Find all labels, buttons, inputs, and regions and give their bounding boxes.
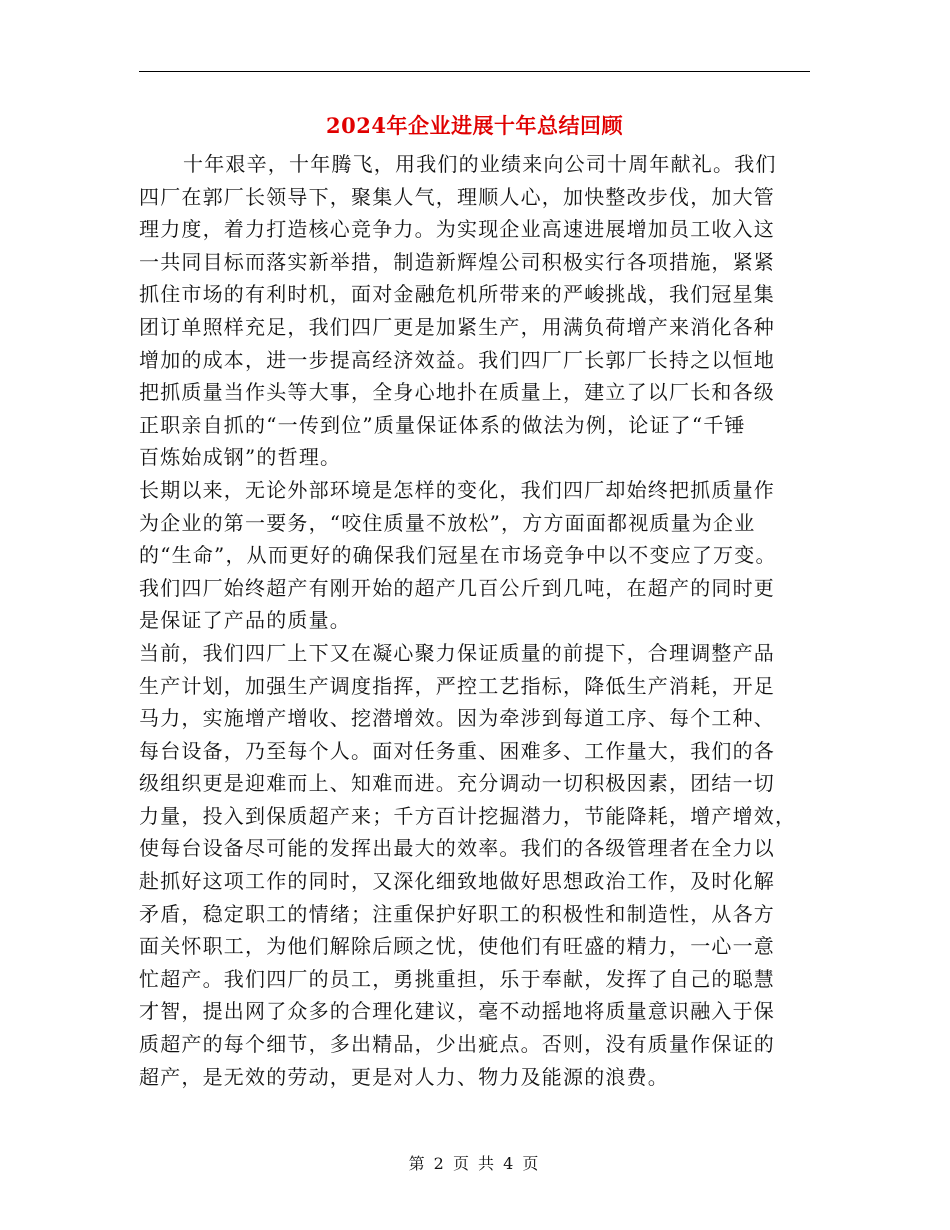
document-body bbox=[139, 148, 810, 1093]
header-rule bbox=[139, 71, 810, 72]
body-line: 级组织更是迎难而上、知难而进。充分调动一切积极因素，团结一切 bbox=[139, 771, 775, 796]
body-line: 正职亲自抓的“一传到位”质量保证体系的做法为例，论证了“千锤 bbox=[139, 412, 746, 437]
body-line: 长期以来，无论外部环境是怎样的变化，我们四厂却始终把抓质量作 bbox=[139, 477, 775, 502]
body-line: 质超产的每个细节，多出精品，少出疵点。否则，没有质量作保证的 bbox=[139, 1032, 775, 1057]
body-line: 团订单照样充足，我们四厂更是加紧生产，用满负荷增产来消化各种 bbox=[139, 314, 775, 339]
body-line: 才智，提出网了众多的合理化建议，毫不动摇地将质量意识融入于保 bbox=[139, 999, 775, 1024]
body-line: 矛盾，稳定职工的情绪；注重保护好职工的积极性和制造性，从各方 bbox=[139, 901, 775, 926]
body-line: 超产，是无效的劳动，更是对人力、物力及能源的浪费。 bbox=[139, 1064, 669, 1089]
body-line: 理力度，着力打造核心竞争力。为实现企业高速进展增加员工收入这 bbox=[139, 217, 775, 242]
body-line: 的“生命”，从而更好的确保我们冠星在市场竞争中以不变应了万变。 bbox=[139, 543, 777, 568]
body-line: 为企业的第一要务，“咬住质量不放松”，方方面面都视质量为企业 bbox=[139, 510, 756, 535]
body-line: 十年艰辛，十年腾飞，用我们的业绩来向公司十周年献礼。我们 bbox=[183, 152, 777, 176]
body-line: 力量，投入到保质超产来；千方百计挖掘潜力，节能降耗，增产增效， bbox=[139, 803, 797, 828]
body-line: 把抓质量当作头等大事，全身心地扑在质量上，建立了以厂长和各级 bbox=[139, 380, 775, 405]
body-line: 一共同目标而落实新举措，制造新辉煌公司积极实行各项措施，紧紧 bbox=[139, 249, 775, 274]
body-line: 四厂在郭厂长领导下，聚集人气，理顺人心，加快整改步伐，加大管 bbox=[139, 184, 775, 209]
body-line: 当前，我们四厂上下又在凝心聚力保证质量的前提下，合理调整产品 bbox=[139, 640, 775, 665]
body-line: 是保证了产品的质量。 bbox=[139, 608, 351, 633]
body-line: 生产计划，加强生产调度指挥，严控工艺指标，降低生产消耗，开足 bbox=[139, 673, 775, 698]
body-line: 每台设备，乃至每个人。面对任务重、困难多、工作量大，我们的各 bbox=[139, 738, 775, 763]
document-title: 2024年企业进展十年总结回顾 bbox=[326, 113, 623, 138]
body-line: 增加的成本，进一步提高经济效益。我们四厂厂长郭厂长持之以恒地 bbox=[139, 347, 775, 372]
body-line: 百炼始成钢”的哲理。 bbox=[139, 445, 342, 470]
body-line: 使每台设备尽可能的发挥出最大的效率。我们的各级管理者在全力以 bbox=[139, 836, 775, 861]
body-line: 马力，实施增产增收、挖潜增效。因为牵涉到每道工序、每个工种、 bbox=[139, 706, 775, 731]
body-line: 我们四厂始终超产有刚开始的超产几百公斤到几吨，在超产的同时更 bbox=[139, 575, 775, 600]
page-footer: 第 2 页 共 4 页 bbox=[408, 1154, 541, 1173]
body-line: 抓住市场的有利时机，面对金融危机所带来的严峻挑战，我们冠星集 bbox=[139, 282, 775, 307]
body-line: 面关怀职工，为他们解除后顾之忧，使他们有旺盛的精力，一心一意 bbox=[139, 934, 775, 959]
body-line: 赴抓好这项工作的同时，又深化细致地做好思想政治工作，及时化解 bbox=[139, 869, 775, 894]
body-line: 忙超产。我们四厂的员工，勇挑重担，乐于奉献，发挥了自己的聪慧 bbox=[139, 966, 775, 991]
